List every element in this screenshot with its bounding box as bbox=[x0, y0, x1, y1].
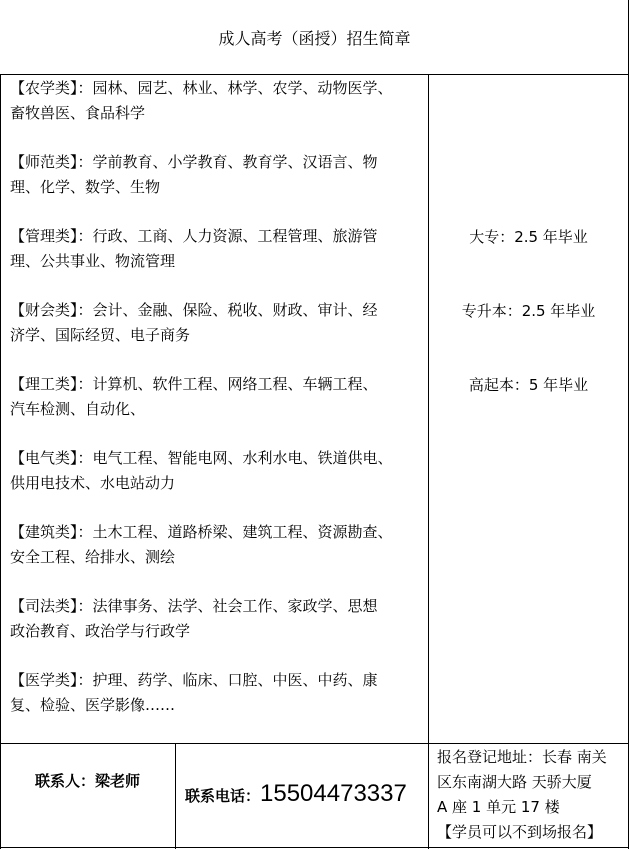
category-item bbox=[10, 150, 422, 200]
category-item bbox=[10, 668, 422, 718]
category-line: 复、检验、医学影像…… bbox=[10, 696, 176, 714]
category-item bbox=[10, 594, 422, 644]
category-item bbox=[10, 224, 422, 274]
category-line: 【理工类】：计算机、软件工程、网络工程、车辆工程、 bbox=[10, 375, 378, 393]
contact-phone bbox=[185, 780, 407, 808]
contact-column-divider bbox=[175, 743, 176, 849]
category-item bbox=[10, 446, 422, 496]
category-line: 政治教育、政治学与行政学 bbox=[10, 622, 191, 640]
category-line: 【电气类】：电气工程、智能电网、水利水电、铁道供电、 bbox=[10, 449, 393, 467]
address-line: 报名登记地址：长春 南关 bbox=[437, 748, 607, 766]
duration-upgrade-bachelor: 专升本：2.5 年毕业 bbox=[461, 302, 596, 320]
column-divider bbox=[428, 74, 429, 849]
category-line: 【农学类】：园林、园艺、林业、林学、农学、动物医学、 bbox=[10, 79, 393, 97]
contact-divider bbox=[0, 743, 629, 744]
category-line: 畜牧兽医、食品科学 bbox=[10, 104, 146, 122]
category-item bbox=[10, 520, 422, 570]
category-item bbox=[10, 298, 422, 348]
title-divider bbox=[0, 74, 629, 75]
table-bottom-border bbox=[0, 847, 629, 848]
table-left-border bbox=[0, 74, 1, 849]
category-line: 【财会类】：会计、金融、保险、税收、财政、审计、经 bbox=[10, 301, 378, 319]
category-line: 济学、国际经贸、电子商务 bbox=[10, 326, 191, 344]
remote-registration-note: 【学员可以不到场报名】 bbox=[437, 823, 603, 841]
address-line: 区东南湖大路 天骄大厦 bbox=[437, 773, 592, 791]
duration-associate: 大专：2.5 年毕业 bbox=[469, 228, 588, 246]
category-line: 【建筑类】：土木工程、道路桥梁、建筑工程、资源勘查、 bbox=[10, 523, 393, 541]
phone-label: 联系电话： bbox=[185, 787, 261, 805]
category-line: 【医学类】：护理、药学、临床、口腔、中医、中药、康 bbox=[10, 671, 378, 689]
category-item bbox=[10, 372, 422, 422]
registration-address bbox=[437, 745, 625, 820]
duration-bachelor: 高起本：5 年毕业 bbox=[468, 376, 589, 394]
category-line: 理、化学、数学、生物 bbox=[10, 178, 161, 196]
category-line: 【师范类】：学前教育、小学教育、教育学、汉语言、物 bbox=[10, 153, 378, 171]
category-line: 【司法类】：法律事务、法学、社会工作、家政学、思想 bbox=[10, 597, 378, 615]
category-line: 理、公共事业、物流管理 bbox=[10, 252, 176, 270]
category-line: 供用电技术、水电站动力 bbox=[10, 474, 176, 492]
page-title: 成人高考（函授）招生简章 bbox=[218, 28, 411, 48]
category-line: 【管理类】：行政、工商、人力资源、工程管理、旅游管 bbox=[10, 227, 378, 245]
address-line: A 座 1 单元 17 楼 bbox=[437, 798, 560, 816]
contact-person: 联系人：梁老师 bbox=[34, 772, 140, 790]
phone-number: 15504473337 bbox=[260, 780, 407, 807]
category-line: 安全工程、给排水、测绘 bbox=[10, 548, 176, 566]
category-line: 汽车检测、自动化、 bbox=[10, 400, 146, 418]
category-item bbox=[10, 76, 422, 126]
